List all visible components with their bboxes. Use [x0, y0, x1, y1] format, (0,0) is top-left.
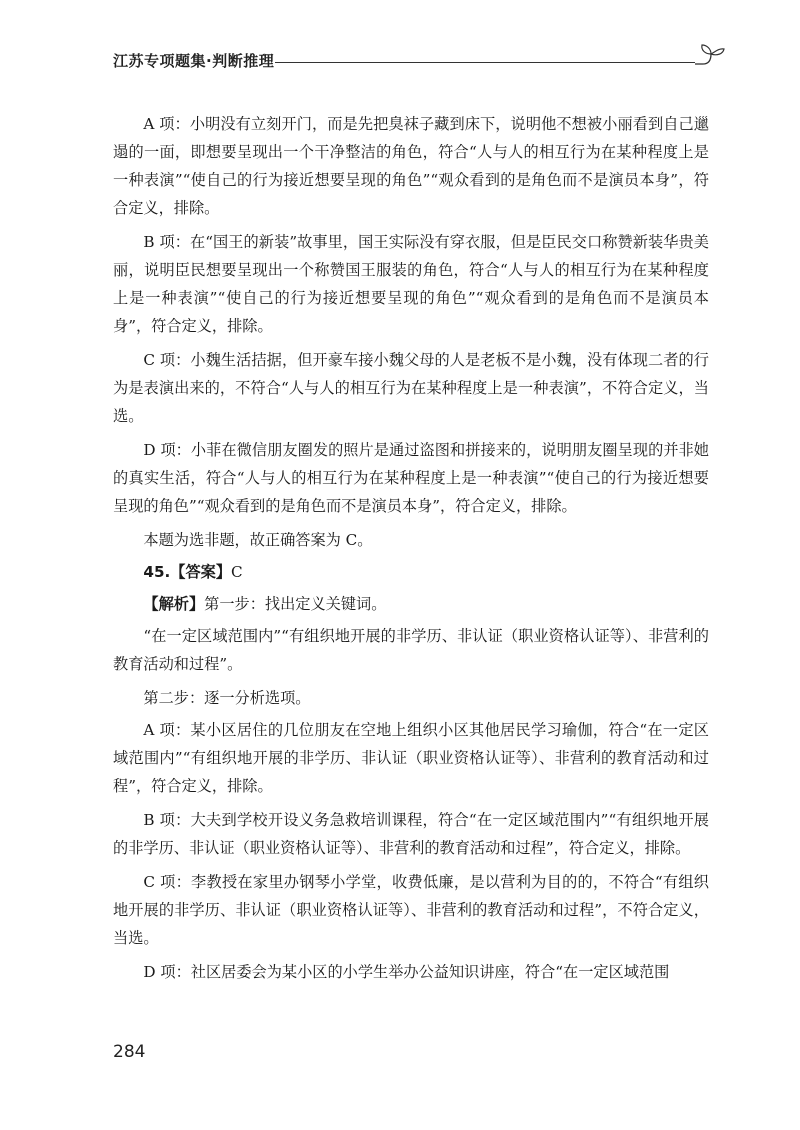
answer-label: 【答案】	[170, 563, 232, 581]
step-two: 第二步：逐一分析选项。	[143, 689, 311, 707]
q45-option-c: C 项：李教授在家里办钢琴小学堂，收费低廉，是以营利为目的的，不符合“有组织地开展的非学历、非认证（职业资格认证等）、非营利的教育活动和过程”，不符合定义，当选。	[113, 873, 709, 947]
analysis-step1: 第一步：找出定义关键词。	[204, 595, 387, 613]
analysis-label: 【解析】	[143, 595, 205, 613]
q45-option-b: B 项：大夫到学校开设义务急救培训课程，符合“在一定区域范围内”“有组织地开展的非学历、非认证（职业资格认证等）、非营利的教育活动和过程”，符合定义，排除。	[113, 811, 709, 857]
page-number: 284	[113, 1042, 146, 1062]
answer-line	[113, 558, 709, 586]
definition-keywords: “在一定区域范围内”“有组织地开展的非学历、非认证（职业资格认证等）、非营利的教育活动和过程”。	[113, 627, 709, 673]
q45-option-d: D 项：社区居委会为某小区的小学生举办公益知识讲座，符合“在一定区域范围	[143, 963, 670, 981]
answer-value: C	[231, 563, 243, 581]
analysis-line	[113, 590, 709, 618]
header-rule	[275, 62, 695, 63]
conclusion: 本题为选非题，故正确答案为 C。	[143, 531, 373, 549]
option-b-analysis: B 项：在“国王的新装”故事里，国王实际没有穿衣服，但是臣民交口称赞新装华贵美丽，说明臣民想要呈现出一个称赞国王服装的角色，符合“人与人的相互行为在某种程度上是一种表演”“使自己的行为接近想要呈现的角色”“观众看到的是角色而不是演员本身”，符合定义，排除。	[113, 233, 709, 335]
page-header	[113, 48, 723, 74]
option-d-analysis: D 项：小菲在微信朋友圈发的照片是通过盗图和拼接来的，说明朋友圈呈现的并非她的真实生活，符合“人与人的相互行为在某种程度上是一种表演”“使自己的行为接近想要呈现的角色”“观众看到的是角色而不是演员本身”，符合定义，排除。	[113, 441, 709, 515]
option-a-analysis: A 项：小明没有立刻开门，而是先把臭袜子藏到床下，说明他不想被小丽看到自己邋遢的一面，即想要呈现出一个干净整洁的角色，符合“人与人的相互行为在某种程度上是一种表演”“使自己的行为接近想要呈现的角色”“观众看到的是角色而不是演员本身”，符合定义，排除。	[113, 115, 709, 217]
sprout-icon	[693, 42, 727, 72]
header-title: 江苏专项题集·判断推理	[113, 52, 275, 70]
q45-option-a: A 项：某小区居住的几位朋友在空地上组织小区其他居民学习瑜伽，符合“在一定区域范围内”“有组织地开展的非学历、非认证（职业资格认证等）、非营利的教育活动和过程”，符合定义，排除。	[113, 721, 709, 795]
page-content	[113, 110, 709, 992]
question-number: 45.	[143, 563, 171, 581]
option-c-analysis: C 项：小魏生活拮据，但开豪车接小魏父母的人是老板不是小魏，没有体现二者的行为是表演出来的，不符合“人与人的相互行为在某种程度上是一种表演”，不符合定义，当选。	[113, 351, 709, 425]
